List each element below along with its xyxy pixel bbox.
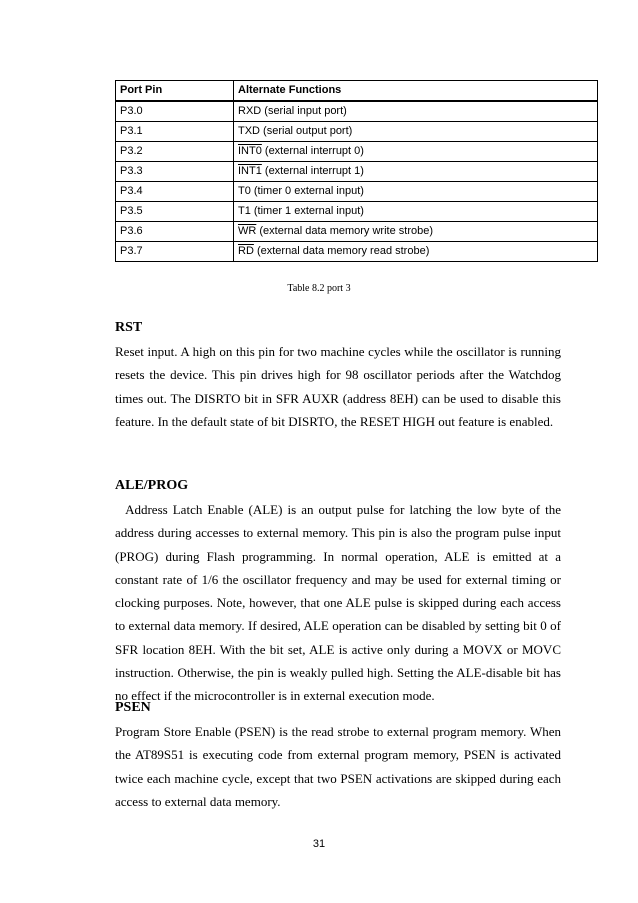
table-row [116, 182, 598, 202]
function-text: (external interrupt 0) [261, 145, 364, 157]
cell-port-pin: P3.1 [116, 122, 234, 142]
cell-port-pin: P3.2 [116, 142, 234, 162]
cell-port-pin: P3.4 [116, 182, 234, 202]
cell-port-pin: P3.3 [116, 162, 234, 182]
table-row [116, 122, 598, 142]
function-text: (external interrupt 1) [261, 165, 364, 177]
cell-function [234, 242, 598, 262]
cell-function [234, 101, 598, 122]
table-row [116, 242, 598, 262]
section-heading-psen: PSEN [115, 700, 151, 715]
function-text: T0 (timer 0 external input) [238, 185, 364, 197]
cell-function [234, 182, 598, 202]
section-body-psen: Program Store Enable (PSEN) is the read strobe to external program memory. When the AT89S51 is executing code from external program memory, PSEN is activated twice each machine cycle, except that two PSEN activations are skipped during each access to external data memory. [115, 724, 561, 809]
function-text: RXD (serial input port) [238, 105, 347, 117]
cell-function [234, 122, 598, 142]
cell-port-pin: P3.0 [116, 101, 234, 122]
cell-function [234, 222, 598, 242]
cell-port-pin: P3.5 [116, 202, 234, 222]
table-header-row [116, 81, 598, 102]
section-heading-ale-prog: ALE/PROG [115, 478, 189, 493]
cell-function [234, 142, 598, 162]
table-row [116, 222, 598, 242]
table-row [116, 142, 598, 162]
function-text: (external data memory read strobe) [253, 245, 430, 257]
overline-signal: $\overline{RD}$ [238, 245, 254, 257]
cell-function [234, 162, 598, 182]
section-heading-rst: RST [115, 320, 143, 335]
table-row [116, 162, 598, 182]
header-alternate-functions: Alternate Functions [234, 81, 598, 102]
cell-port-pin: P3.6 [116, 222, 234, 242]
page-number: 31 [312, 838, 326, 850]
port3-table [115, 80, 598, 262]
function-text: (external data memory write strobe) [256, 225, 433, 237]
cell-function [234, 202, 598, 222]
table-row [116, 101, 598, 122]
overline-signal: INT1 [238, 165, 262, 177]
table-row [116, 202, 598, 222]
overline-signal: $\overline{WR}$ [238, 225, 257, 237]
overline-signal: INT0 [238, 145, 262, 157]
function-text: TXD (serial output port) [238, 125, 353, 137]
header-port-pin: Port Pin [116, 81, 234, 102]
cell-port-pin: P3.7 [116, 242, 234, 262]
function-text: T1 (timer 1 external input) [238, 205, 364, 217]
section-body-rst: Reset input. A high on this pin for two machine cycles while the oscillator is running resets the device. This pin drives high for 98 oscillator periods after the Watchdog times out. The DISRTO bit in SFR AUXR (address 8EH) can be used to disable this feature. In the default state of bit DISRTO, the RESET HIGH out feature is enabled. [115, 344, 561, 429]
table-caption: Table 8.2 port 3 [287, 283, 351, 294]
section-body-ale-prog: Address Latch Enable (ALE) is an output pulse for latching the low byte of the address during accesses to external memory. This pin is also the program pulse input (PROG) during Flash programming. In normal operation, ALE is emitted at a constant rate of 1/6 the oscillator frequency and may be used for external timing or clocking purposes. Note, however, that one ALE pulse is skipped during each access to external data memory. If desired, ALE operation can be disabled by setting bit 0 of SFR location 8EH. With the bit set, ALE is active only during a MOVX or MOVC instruction. Otherwise, the pin is weakly pulled high. Setting the ALE-disable bit has no effect if the microcontroller is in external execution mode. [115, 502, 565, 704]
